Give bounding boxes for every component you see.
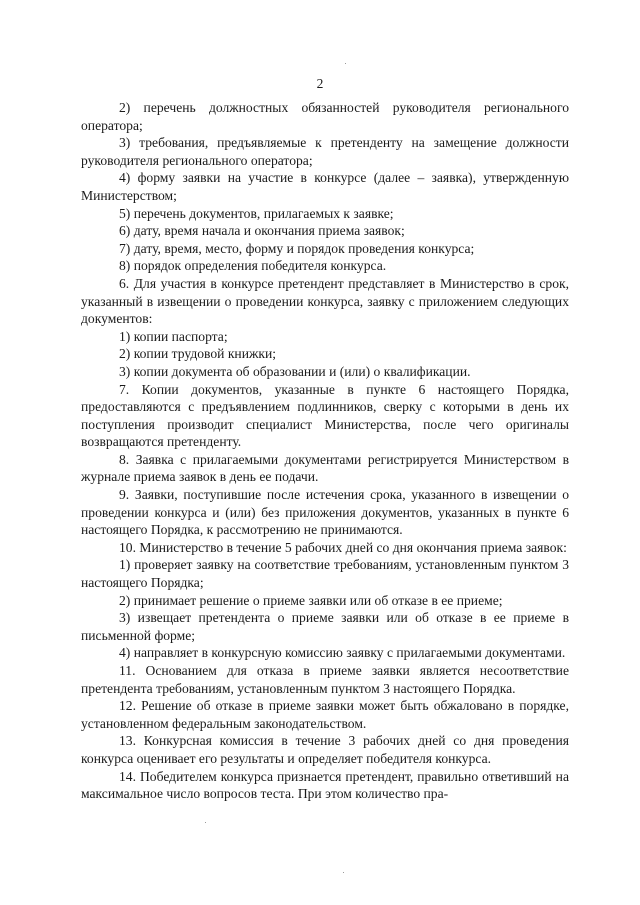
- paragraph: 12. Решение об отказе в приеме заявки может быть обжаловано в порядке, установленном федеральным законодательством.: [81, 698, 569, 731]
- paragraph: 11. Основанием для отказа в приеме заявки является несоответствие претендента требованиям, установленным пунктом 3 настоящего Порядка.: [81, 663, 569, 696]
- paragraph: 7. Копии документов, указанные в пункте 6 настоящего Порядка, предоставляются с предъявлением подлинников, сверку с которыми в день их поступления производит специалист Министерства, после чего оригиналы возвращаются претенденту.: [81, 381, 569, 450]
- paragraph: 2) перечень должностных обязанностей руководителя регионального оператора;: [81, 100, 569, 133]
- paragraph: 10. Министерство в течение 5 рабочих дней со дня окончания приема заявок:: [119, 539, 567, 555]
- paragraph: 6. Для участия в конкурсе претендент представляет в Министерство в срок, указанный в извещении о проведении конкурса, заявку с приложением следующих документов:: [81, 275, 569, 327]
- paragraph: 3) требования, предъявляемые к претенденту на замещение должности руководителя регионального оператора;: [81, 135, 569, 168]
- paragraph: 1) копии паспорта;: [119, 328, 228, 344]
- paragraph: 5) перечень документов, прилагаемых к заявке;: [119, 205, 394, 221]
- scan-speck: [345, 63, 346, 64]
- paragraph: 3) извещает претендента о приеме заявки или об отказе в ее приеме в письменной форме;: [81, 610, 569, 643]
- document-body: [81, 99, 569, 803]
- paragraph: 1) проверяет заявку на соответствие требованиям, установленным пунктом 3 настоящего Порядка;: [81, 557, 569, 591]
- paragraph: 4) направляет в конкурсную комиссию заявку с прилагаемыми документами.: [119, 645, 566, 661]
- paragraph: 14. Победителем конкурса признается претендент, правильно ответивший на максимальное число вопросов теста. При этом количество пра-: [81, 768, 569, 802]
- paragraph: 9. Заявки, поступившие после истечения срока, указанного в извещении о проведении конкурса и (или) без приложения документов, указанных в пункте 6 настоящего Порядка, к рассмотрению не принимаются.: [81, 487, 569, 538]
- scan-speck: [205, 822, 206, 823]
- paragraph: 2) копии трудовой книжки;: [119, 346, 277, 362]
- paragraph: 2) принимает решение о приеме заявки или об отказе в ее приеме;: [119, 592, 503, 608]
- paragraph: 3) копии документа об образовании и (или) о квалификации.: [119, 363, 471, 379]
- paragraph: 7) дату, время, место, форму и порядок проведения конкурса;: [119, 240, 475, 256]
- paragraph: 6) дату, время начала и окончания приема заявок;: [119, 223, 405, 239]
- paragraph: 4) форму заявки на участие в конкурсе (далее – заявка), утвержденную Министерством;: [81, 170, 569, 203]
- paragraph: 13. Конкурсная комиссия в течение 3 рабочих дней со дня проведения конкурса оценивает его результаты и определяет победителя конкурса.: [81, 733, 569, 766]
- paragraph: 8. Заявка с прилагаемыми документами регистрируется Министерством в журнале приема заявок в день ее подачи.: [81, 451, 569, 485]
- page-number: 2: [316, 76, 324, 91]
- paragraph: 8) порядок определения победителя конкурса.: [119, 258, 387, 274]
- scan-speck: [343, 872, 344, 873]
